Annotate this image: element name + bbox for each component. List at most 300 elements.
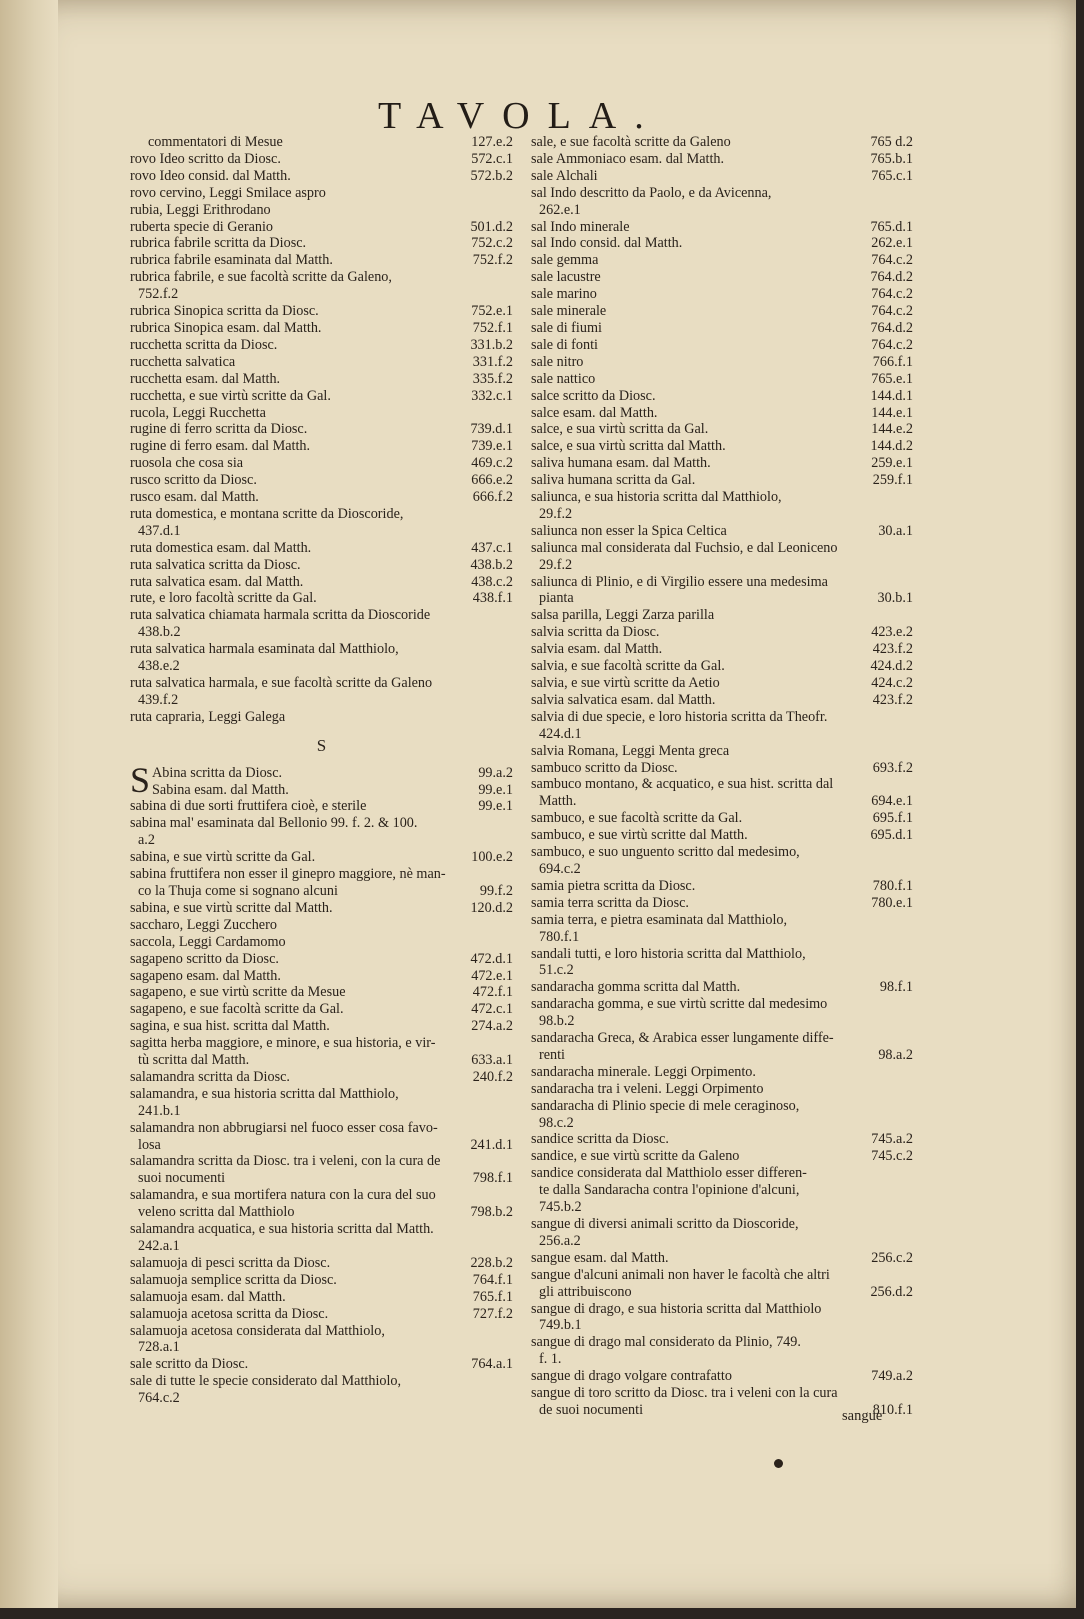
- index-entry: [130, 337, 513, 354]
- index-entry: [130, 151, 513, 168]
- entry-text: sal Indo minerale: [531, 218, 630, 235]
- entry-text: sambuco scritto da Diosc.: [531, 759, 678, 776]
- entry-text: sabina, e sue virtù scritte dal Matth.: [130, 899, 333, 916]
- entry-text: te dalla Sandaracha contra l'opinione d'alcuni,: [539, 1182, 800, 1199]
- entry-text: sandaracha tra i veleni. Leggi Orpimento: [531, 1080, 764, 1097]
- index-entry: [130, 900, 513, 917]
- index-entry: [130, 540, 513, 557]
- entry-text: sandice scritta da Diosc.: [531, 1131, 669, 1148]
- entry-page-ref: 472.e.1: [471, 967, 513, 984]
- entry-text: rovo Ideo scritto da Diosc.: [130, 150, 281, 167]
- index-entry: [130, 607, 513, 624]
- index-entry: [130, 574, 513, 591]
- index-entry: [130, 1187, 513, 1204]
- entry-text: f. 1.: [539, 1351, 562, 1368]
- entry-text: salamuoja di pesci scritta da Diosc.: [130, 1254, 331, 1271]
- entry-page-ref: 798.f.1: [472, 1170, 513, 1187]
- index-entry: [531, 574, 913, 591]
- entry-page-ref: 745.a.2: [871, 1131, 913, 1148]
- entry-text: sale di fiumi: [531, 319, 602, 336]
- index-entry: [531, 878, 913, 895]
- index-entry: [531, 286, 913, 303]
- entry-page-ref: 98.f.1: [879, 979, 913, 996]
- entry-text: sale nattico: [531, 370, 596, 387]
- index-entry: [130, 557, 513, 574]
- index-entry: [531, 523, 913, 540]
- index-entry: [531, 1131, 913, 1148]
- entry-text: 51.c.2: [539, 962, 574, 979]
- entry-page-ref: 30.b.1: [877, 590, 913, 607]
- entry-page-ref: 765.c.1: [871, 167, 913, 184]
- entry-page-ref: 764.d.2: [870, 269, 913, 286]
- entry-text: sandaracha minerale. Leggi Orpimento.: [531, 1063, 756, 1080]
- entry-text: sale minerale: [531, 303, 607, 320]
- entry-text: sandali tutti, e loro historia scritta dal Matthiolo,: [531, 945, 806, 962]
- entry-text: saccola, Leggi Cardamomo: [130, 933, 286, 950]
- index-entry: [130, 883, 513, 900]
- index-entry: [130, 1170, 513, 1187]
- entry-text: salamandra acquatica, e sua historia scritta dal Matth.: [130, 1221, 434, 1238]
- entry-page-ref: 572.b.2: [470, 167, 513, 184]
- entry-text: samia pietra scritta da Diosc.: [531, 877, 696, 894]
- index-entry: [130, 1373, 513, 1390]
- entry-page-ref: 810.f.1: [872, 1401, 913, 1418]
- index-entry: [130, 286, 513, 303]
- entry-page-ref: 99.f.2: [479, 882, 513, 899]
- entry-text: gli attribuiscono: [539, 1283, 632, 1300]
- entry-page-ref: 98.a.2: [878, 1046, 913, 1063]
- entry-text: rugine di ferro esam. dal Matth.: [130, 438, 311, 455]
- entry-text: 438.b.2: [138, 624, 181, 641]
- entry-text: salce, e sua virtù scritta da Gal.: [531, 421, 709, 438]
- entry-text: sangue esam. dal Matth.: [531, 1249, 669, 1266]
- entry-page-ref: 99.e.1: [478, 781, 513, 798]
- index-entry: [531, 929, 913, 946]
- entry-text: veleno scritta dal Matthiolo: [138, 1204, 295, 1221]
- index-entry: [130, 269, 513, 286]
- entry-page-ref: 332.c.1: [471, 387, 513, 404]
- entry-text: rubia, Leggi Erithrodano: [130, 201, 271, 218]
- entry-page-ref: 335.f.2: [472, 370, 513, 387]
- index-entry: [531, 946, 913, 963]
- index-entry: [531, 1334, 913, 1351]
- entry-text: rucchetta esam. dal Matth.: [130, 370, 281, 387]
- index-entry: [531, 844, 913, 861]
- index-entry: [531, 1030, 913, 1047]
- entry-text: pianta: [539, 590, 574, 607]
- index-entry: [531, 793, 913, 810]
- entry-text: 29.f.2: [539, 556, 573, 573]
- entry-text: rusco scritto da Diosc.: [130, 472, 257, 489]
- index-entry: [531, 438, 913, 455]
- entry-page-ref: 780.f.1: [872, 877, 913, 894]
- entry-text: sandaracha di Plinio specie di mele ceraginoso,: [531, 1097, 800, 1114]
- entry-page-ref: 764.c.2: [871, 286, 913, 303]
- entry-page-ref: 228.b.2: [470, 1254, 513, 1271]
- index-entry: [531, 1081, 913, 1098]
- index-entry: [531, 303, 913, 320]
- entry-text: salvia salvatica esam. dal Matth.: [531, 691, 716, 708]
- entry-text: saccharo, Leggi Zucchero: [130, 916, 277, 933]
- index-entry: [531, 151, 913, 168]
- entry-text: salamuoja semplice scritta da Diosc.: [130, 1271, 337, 1288]
- index-entry: [531, 202, 913, 219]
- entry-page-ref: 752.f.1: [472, 319, 513, 336]
- index-entry: [130, 675, 513, 692]
- index-entry: [130, 202, 513, 219]
- entry-page-ref: 472.c.1: [471, 1001, 513, 1018]
- entry-text: rugine di ferro scritta da Diosc.: [130, 421, 308, 438]
- index-entry: [130, 1052, 513, 1069]
- entry-text: sangue d'alcuni animali non haver le facoltà che altri: [531, 1266, 830, 1283]
- entry-page-ref: 424.c.2: [871, 675, 913, 691]
- entry-page-ref: 331.b.2: [470, 336, 513, 353]
- index-entry: [130, 641, 513, 658]
- index-entry: [130, 523, 513, 540]
- index-entry: [531, 252, 913, 269]
- entry-text: sandaracha gomma, e sue virtù scritte dal medesimo: [531, 996, 828, 1013]
- entry-text: rute, e loro facoltà scritte da Gal.: [130, 590, 317, 607]
- entry-page-ref: 259.e.1: [871, 455, 913, 472]
- index-entry: [531, 269, 913, 286]
- entry-page-ref: 472.f.1: [472, 984, 513, 1001]
- entry-page-ref: 472.d.1: [470, 950, 513, 967]
- entry-page-ref: 764.f.1: [472, 1271, 513, 1288]
- index-entry: [130, 185, 513, 202]
- index-entry: [130, 472, 513, 489]
- entry-text: rubrica fabrile scritta da Diosc.: [130, 235, 307, 252]
- entry-text: salvia di due specie, e loro historia scritta da Theofr.: [531, 708, 828, 725]
- entry-page-ref: 423.e.2: [871, 624, 913, 641]
- index-entry: [130, 1035, 513, 1052]
- entry-page-ref: 765.d.1: [870, 218, 913, 235]
- index-entry: [531, 1284, 913, 1301]
- entry-text: sagapeno scritto da Diosc.: [130, 950, 279, 967]
- entry-text: rovo Ideo consid. dal Matth.: [130, 167, 291, 184]
- index-entry: [531, 455, 913, 472]
- entry-text: sangue di drago volgare contrafatto: [531, 1368, 732, 1385]
- entry-text: salce scritto da Diosc.: [531, 387, 656, 404]
- entry-text: salvia esam. dal Matth.: [531, 641, 663, 658]
- entry-text: ruta salvatica harmala esaminata dal Matthiolo,: [130, 641, 399, 658]
- index-entry: [531, 1047, 913, 1064]
- entry-text: sagapeno esam. dal Matth.: [130, 967, 281, 984]
- entry-text: samia terra, e pietra esaminata dal Matthiolo,: [531, 911, 788, 928]
- entry-text: 29.f.2: [539, 505, 573, 522]
- entry-text: rubrica fabrile, e sue facoltà scritte da Galeno,: [130, 269, 392, 286]
- entry-text: suoi nocumenti: [138, 1170, 226, 1187]
- entry-page-ref: 695.f.1: [872, 810, 913, 827]
- entry-text: sangue di diversi animali scritto da Dioscoride,: [531, 1216, 799, 1232]
- index-entry: [130, 1103, 513, 1120]
- index-entry: [531, 658, 913, 675]
- entry-text: de suoi nocumenti: [539, 1401, 644, 1418]
- entry-page-ref: 765.b.1: [870, 150, 913, 167]
- entry-text: 749.b.1: [539, 1317, 582, 1334]
- index-entry: [531, 979, 913, 996]
- index-entry: [531, 810, 913, 827]
- index-entry: [531, 607, 913, 624]
- entry-text: salamandra, e sua historia scritta dal Matthiolo,: [130, 1085, 399, 1102]
- entry-page-ref: 764.a.1: [471, 1356, 513, 1373]
- entry-text: salamandra scritta da Diosc. tra i veleni, con la cura de: [130, 1153, 441, 1170]
- page-title: TAVOLA.: [378, 95, 662, 137]
- index-entry: [130, 354, 513, 371]
- index-entry: [130, 1306, 513, 1323]
- entry-text: rubrica Sinopica esam. dal Matth.: [130, 319, 322, 336]
- index-entry: [130, 1069, 513, 1086]
- entry-text: sal Indo consid. dal Matth.: [531, 235, 683, 252]
- entry-text: sale gemma: [531, 252, 599, 269]
- entry-text: rovo cervino, Leggi Smilace aspro: [130, 184, 326, 201]
- entry-text: sandaracha Greca, & Arabica esser lungamente diffe-: [531, 1030, 834, 1047]
- entry-page-ref: 501.d.2: [470, 218, 513, 235]
- entry-page-ref: 144.e.2: [871, 421, 913, 438]
- index-entry: [130, 506, 513, 523]
- entry-page-ref: 745.c.2: [871, 1148, 913, 1165]
- entry-page-ref: 764.d.2: [870, 319, 913, 336]
- page-gutter: [0, 0, 58, 1608]
- entry-page-ref: 424.d.2: [870, 658, 913, 675]
- entry-text: sale di fonti: [531, 336, 598, 353]
- entry-page-ref: 798.b.2: [470, 1204, 513, 1221]
- entry-page-ref: 274.a.2: [471, 1018, 513, 1035]
- entry-text: co la Thuja come si sognano alcuni: [138, 882, 338, 899]
- entry-page-ref: 727.f.2: [472, 1305, 513, 1322]
- index-entry: [531, 337, 913, 354]
- entry-text: saliunca di Plinio, e di Virgilio essere una medesima: [531, 573, 828, 590]
- entry-text: 98.b.2: [539, 1013, 575, 1030]
- entry-text: tù scritta dal Matth.: [138, 1052, 250, 1069]
- index-column-right: [531, 134, 913, 1419]
- index-entry: [531, 675, 913, 692]
- index-entry: [531, 1148, 913, 1165]
- index-entry: [531, 912, 913, 929]
- index-entry: [531, 472, 913, 489]
- index-entry: [531, 776, 913, 793]
- index-entry: [130, 421, 513, 438]
- entry-text: sale di tutte le specie considerato dal Matthiolo,: [130, 1373, 402, 1390]
- index-entry: [130, 455, 513, 472]
- section-letter: S: [316, 735, 327, 755]
- entry-text: samia terra scritta da Diosc.: [531, 894, 689, 911]
- index-entry: [531, 1013, 913, 1030]
- entry-text: losa: [138, 1136, 161, 1153]
- index-entry: [130, 252, 513, 269]
- entry-page-ref: 144.e.1: [871, 404, 913, 421]
- index-entry: [531, 506, 913, 523]
- entry-text: sale marino: [531, 286, 597, 303]
- index-entry: [130, 590, 513, 607]
- entry-text: sagina, e sua hist. scritta dal Matth.: [130, 1018, 330, 1035]
- index-entry: [130, 832, 513, 849]
- index-entry: [531, 590, 913, 607]
- ink-dot: [774, 1459, 783, 1468]
- index-entry: [531, 1351, 913, 1368]
- entry-text: rusco esam. dal Matth.: [130, 489, 259, 506]
- entry-text: 424.d.1: [539, 725, 582, 742]
- index-entry: [130, 320, 513, 337]
- index-entry: [531, 489, 913, 506]
- entry-text: sabina, e sue virtù scritte da Gal.: [130, 849, 316, 866]
- index-entry: [531, 1216, 913, 1233]
- entry-text: salamuoja esam. dal Matth.: [130, 1288, 286, 1305]
- index-entry: [531, 709, 913, 726]
- entry-text: commentatori di Mesue: [148, 134, 283, 150]
- entry-page-ref: 423.f.2: [872, 641, 913, 658]
- entry-page-ref: 694.e.1: [871, 793, 913, 810]
- index-entry: [152, 782, 513, 799]
- index-entry: [531, 371, 913, 388]
- entry-text: sambuco, e suo unguento scritto dal medesimo,: [531, 844, 800, 861]
- index-entry: [130, 849, 513, 866]
- index-entry: [531, 1233, 913, 1250]
- drop-cap: S: [130, 759, 151, 800]
- entry-text: saliunca non esser la Spica Celtica: [531, 522, 727, 539]
- entry-page-ref: 127.e.2: [471, 134, 513, 150]
- entry-text: salamuoja acetosa scritta da Diosc.: [130, 1305, 329, 1322]
- index-entry: [130, 1001, 513, 1018]
- index-entry: [531, 1115, 913, 1132]
- index-column-left: [130, 134, 513, 1407]
- entry-text: ruta salvatica esam. dal Matth.: [130, 573, 304, 590]
- entry-text: sambuco, e sue facoltà scritte da Gal.: [531, 810, 743, 827]
- index-entry: [531, 1317, 913, 1334]
- entry-page-ref: 765 d.2: [870, 134, 913, 150]
- entry-text: 745.b.2: [539, 1199, 582, 1216]
- entry-text: saliunca, e sua historia scritta dal Matthiolo,: [531, 489, 782, 506]
- entry-text: rubrica Sinopica scritta da Diosc.: [130, 303, 319, 320]
- entry-text: sale nitro: [531, 353, 584, 370]
- entry-text: rubrica fabrile esaminata dal Matth.: [130, 252, 333, 269]
- entry-text: sabina fruttifera non esser il ginepro maggiore, nè man-: [130, 866, 446, 883]
- index-entry: [130, 371, 513, 388]
- index-entry: [130, 1339, 513, 1356]
- index-entry: [531, 1199, 913, 1216]
- entry-page-ref: 752.f.2: [472, 252, 513, 269]
- entry-text: salamandra, e sua mortifera natura con la cura del suo: [130, 1187, 436, 1204]
- entry-text: ruta domestica esam. dal Matth.: [130, 539, 312, 556]
- index-entry: [130, 303, 513, 320]
- entry-text: sagitta herba maggiore, e minore, e sua historia, e vir-: [130, 1035, 436, 1052]
- index-entry: [531, 1267, 913, 1284]
- index-entry: [130, 168, 513, 185]
- index-entry: [130, 709, 513, 726]
- entry-text: sale scritto da Diosc.: [130, 1356, 249, 1373]
- entry-text: salce esam. dal Matth.: [531, 404, 658, 421]
- index-entry: [130, 1323, 513, 1340]
- index-entry: [130, 934, 513, 951]
- index-entry: [531, 1250, 913, 1267]
- entry-text: salamandra scritta da Diosc.: [130, 1068, 290, 1085]
- index-entry: [130, 489, 513, 506]
- entry-text: 262.e.1: [539, 201, 581, 218]
- entry-text: sale lacustre: [531, 269, 601, 286]
- index-entry: [130, 1204, 513, 1221]
- entry-text: sale Alchali: [531, 167, 598, 184]
- index-entry: [531, 1385, 913, 1402]
- index-entry: [531, 861, 913, 878]
- index-entry: [531, 320, 913, 337]
- entry-text: sandaracha gomma scritta dal Matth.: [531, 979, 741, 996]
- entry-text: sale Ammoniaco esam. dal Matth.: [531, 150, 725, 167]
- entry-text: 241.b.1: [138, 1102, 181, 1119]
- index-entry: [152, 765, 513, 782]
- entry-text: rucchetta salvatica: [130, 353, 236, 370]
- entry-text: ruta capraria, Leggi Galega: [130, 708, 286, 725]
- entry-page-ref: 99.a.2: [478, 764, 513, 781]
- entry-text: 752.f.2: [138, 286, 179, 303]
- entry-text: 780.f.1: [539, 928, 580, 945]
- entry-page-ref: 256.c.2: [871, 1249, 913, 1266]
- entry-text: 694.c.2: [539, 860, 581, 877]
- index-entry: [531, 1301, 913, 1318]
- entry-page-ref: 30.a.1: [878, 522, 913, 539]
- index-entry: [130, 1390, 513, 1407]
- index-entry: [531, 726, 913, 743]
- entry-page-ref: 259.f.1: [872, 472, 913, 489]
- entry-page-ref: 666.f.2: [472, 489, 513, 506]
- entry-text: saliunca mal considerata dal Fuchsio, e dal Leoniceno: [531, 539, 838, 556]
- index-entry: [130, 1120, 513, 1137]
- entry-page-ref: 100.e.2: [471, 849, 513, 866]
- index-entry: [531, 388, 913, 405]
- index-entry: [130, 692, 513, 709]
- index-entry: [531, 692, 913, 709]
- index-entry: [130, 1255, 513, 1272]
- entry-text: ruberta specie di Geranio: [130, 218, 273, 235]
- index-entry: [130, 968, 513, 985]
- entry-text: rucchetta, e sue virtù scritte da Gal.: [130, 387, 331, 404]
- entry-page-ref: 749.a.2: [871, 1368, 913, 1385]
- index-entry: [130, 1289, 513, 1306]
- entry-page-ref: 764.c.2: [871, 336, 913, 353]
- entry-page-ref: 693.f.2: [872, 759, 913, 776]
- entry-text: ruosola che cosa sia: [130, 455, 244, 472]
- entry-page-ref: 666.e.2: [471, 472, 513, 489]
- entry-text: 98.c.2: [539, 1114, 574, 1131]
- index-entry: [531, 540, 913, 557]
- entry-text: salsa parilla, Leggi Zarza parilla: [531, 607, 715, 624]
- entry-text: ruta salvatica harmala, e sue facoltà scritte da Galeno: [130, 675, 433, 691]
- entry-text: salvia, e sue facoltà scritte da Gal.: [531, 658, 725, 675]
- index-entry: [531, 185, 913, 202]
- index-entry: [531, 1368, 913, 1385]
- entry-page-ref: 120.d.2: [470, 899, 513, 916]
- index-entry: [130, 405, 513, 422]
- index-entry: [130, 1018, 513, 1035]
- index-entry: [130, 219, 513, 236]
- entry-text: 728.a.1: [138, 1339, 180, 1356]
- entry-page-ref: 241.d.1: [470, 1136, 513, 1153]
- entry-text: salamuoja acetosa considerata dal Matthiolo,: [130, 1322, 385, 1339]
- index-entry: [531, 1064, 913, 1081]
- index-entry: [130, 866, 513, 883]
- entry-text: rucchetta scritta da Diosc.: [130, 336, 278, 353]
- entry-text: salamandra non abbrugiarsi nel fuoco esser cosa favo-: [130, 1119, 438, 1136]
- entry-text: sabina di due sorti fruttifera cioè, e sterile: [130, 798, 367, 815]
- index-entry: [130, 1153, 513, 1170]
- entry-text: saliva humana esam. dal Matth.: [531, 455, 711, 472]
- entry-text: salvia Romana, Leggi Menta greca: [531, 742, 730, 759]
- entry-text: sabina mal' esaminata dal Bellonio 99. f. 2. & 100.: [130, 815, 418, 832]
- entry-text: sangue di drago mal considerato da Plinio, 749.: [531, 1334, 801, 1351]
- entry-text: 437.d.1: [138, 522, 181, 539]
- entry-page-ref: 572.c.1: [471, 150, 513, 167]
- entry-text: salce, e sua virtù scritta dal Matth.: [531, 438, 726, 455]
- index-entry: [531, 421, 913, 438]
- entry-text: sangue di toro scritto da Diosc. tra i veleni con la cura: [531, 1385, 838, 1402]
